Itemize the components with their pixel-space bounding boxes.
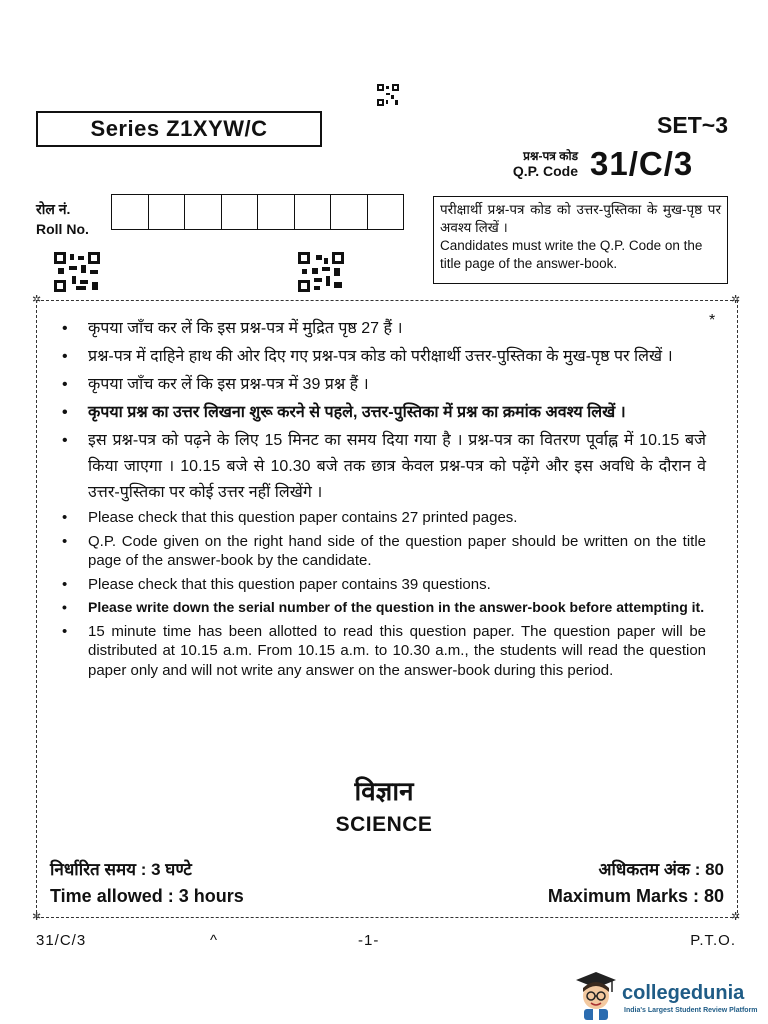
bullet: • — [62, 509, 68, 526]
roll-digit-box[interactable] — [331, 195, 368, 229]
bullet: • — [62, 432, 68, 449]
instruction-item: • Q.P. Code given on the right hand side of the question paper should be written on the title page of the answer-book by the candidate. — [62, 532, 706, 569]
bullet: • — [62, 348, 68, 365]
instruction-item: • 15 minute time has been allotted to read this question paper. The question paper will be distributed at 10.15 a.m. From 10.15 a.m. to 10.30 a.m., the students will read the question paper only and will not write any answer on the answer-book during this period. — [62, 622, 706, 679]
qp-code-label-english: Q.P. Code — [512, 163, 578, 179]
roll-digit-box[interactable] — [222, 195, 259, 229]
qp-code-label — [476, 149, 578, 179]
qp-code-label-hindi: प्रश्न-पत्र कोड — [523, 149, 578, 163]
brand-name: collegedunia — [622, 982, 745, 1004]
qr-code-left — [54, 252, 100, 292]
qr-code-top — [377, 84, 399, 106]
roll-digit-box[interactable] — [112, 195, 149, 229]
roll-digit-box[interactable] — [185, 195, 222, 229]
bullet: • — [62, 320, 68, 337]
roll-label-english: Roll No. — [36, 221, 89, 237]
bullet: • — [62, 532, 68, 550]
roll-digit-box[interactable] — [258, 195, 295, 229]
frame-corner-star: ✲ — [731, 294, 741, 306]
instruction-item: • Please write down the serial number of the question in the answer-book before attempting it. — [62, 598, 706, 618]
subject-title-hindi: विज्ञान — [354, 776, 414, 806]
bullet: • — [62, 376, 68, 393]
roll-digit-box[interactable] — [368, 195, 404, 229]
bullet: • — [62, 404, 68, 421]
bullet: • — [62, 622, 68, 640]
frame-corner-star: ✲ — [32, 911, 42, 923]
qp-code-notice-box — [433, 196, 728, 284]
instruction-item: • Please check that this question paper contains 27 printed pages. — [62, 509, 518, 526]
footer-qp-code: 31/C/3 — [36, 932, 87, 949]
collegedunia-mascot-logo — [572, 968, 620, 1020]
roll-digit-box[interactable] — [149, 195, 186, 229]
roll-digit-box[interactable] — [295, 195, 332, 229]
instruction-item: • कृपया जाँच कर लें कि इस प्रश्न-पत्र में 39 प्रश्न हैं । — [62, 372, 706, 398]
instruction-item: • इस प्रश्न-पत्र को पढ़ने के लिए 15 मिनट का समय दिया गया है । प्रश्न-पत्र का वितरण पूर्वाह्न में 10.15 बजे किया जाएगा । 10.15 बजे से 10.30 बजे तक छात्र केवल प्रश्न-पत्र को पढ़ेंगे और इस अवधि के दौरान वे उत्तर-पुस्तिका पर कोई उत्तर नहीं लिखेंगे । — [62, 428, 706, 506]
brand-tagline: India's Largest Student Review Platform — [624, 1007, 758, 1014]
qp-code: 31/C/3 — [590, 145, 694, 182]
instruction-item: • प्रश्न-पत्र में दाहिने हाथ की ओर दिए गए प्रश्न-पत्र कोड को परीक्षार्थी उत्तर-पुस्तिका के मुख-पृष्ठ पर लिखें । — [62, 344, 706, 370]
qr-code-middle — [298, 252, 344, 292]
bullet: • — [62, 599, 67, 615]
max-marks-english: Maximum Marks : 80 — [547, 886, 724, 906]
roll-label-hindi: रोल नं. — [36, 201, 71, 217]
max-marks-hindi: अधिकतम अंक : 80 — [598, 860, 724, 879]
frame-corner-star: ✲ — [731, 911, 741, 923]
roll-number-boxes[interactable] — [111, 194, 404, 230]
pto-label: P.T.O. — [690, 932, 736, 949]
roll-number-label — [36, 199, 89, 239]
subject-title-english: SCIENCE — [335, 813, 433, 836]
bullet: • — [62, 575, 68, 593]
time-allowed-hindi: निर्धारित समय : 3 घण्टे — [50, 860, 192, 879]
frame-asterisk: * — [709, 312, 716, 329]
instructions-list — [62, 316, 706, 684]
series-box: Series Z1XYW/C — [36, 111, 322, 147]
frame-corner-star: ✲ — [32, 294, 42, 306]
instruction-item: • कृपया प्रश्न का उत्तर लिखना शुरू करने से पहले, उत्तर-पुस्तिका में प्रश्न का क्रमांक अवश्य लिखें । — [62, 400, 706, 426]
notice-english: Candidates must write the Q.P. Code on the title page of the answer-book. — [440, 238, 703, 271]
time-allowed-english: Time allowed : 3 hours — [50, 886, 244, 906]
instruction-item: • कृपया जाँच कर लें कि इस प्रश्न-पत्र में मुद्रित पृष्ठ 27 हैं । — [62, 316, 706, 342]
set-number: SET~3 — [657, 112, 728, 138]
instruction-item: • Please check that this question paper contains 39 questions. — [62, 575, 491, 593]
notice-hindi: परीक्षार्थी प्रश्न-पत्र कोड को उत्तर-पुस्तिका के मुख-पृष्ठ पर अवश्य लिखें । — [440, 202, 721, 235]
page-number: -1- — [358, 932, 380, 949]
footer-caret: ^ — [210, 932, 219, 949]
